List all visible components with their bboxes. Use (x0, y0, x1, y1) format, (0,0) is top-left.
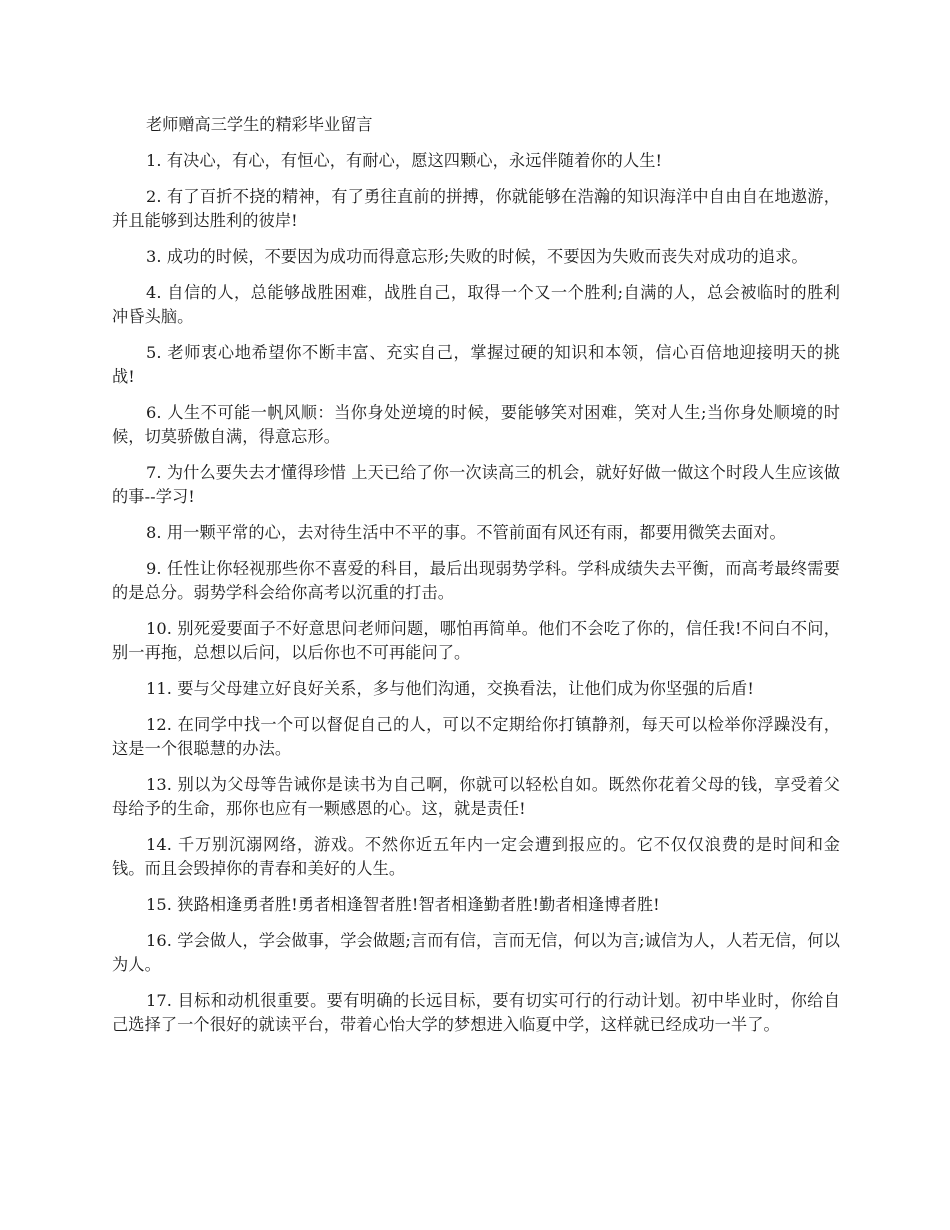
paragraph-8: 8. 用一颗平常的心，去对待生活中不平的事。不管前面有风还有雨，都要用微笑去面对。 (146, 523, 786, 542)
paragraph-15: 15. 狭路相逢勇者胜!勇者相逢智者胜!智者相逢勤者胜!勤者相逢博者胜! (146, 895, 660, 914)
paragraph-6: 6. 人生不可能一帆风顺：当你身处逆境的时候，要能够笑对困难，笑对人生;当你身处顺境的时候，切莫骄傲自满，得意忘形。 (112, 403, 840, 446)
paragraph-11: 11. 要与父母建立好良好关系，多与他们沟通，交换看法，让他们成为你坚强的后盾! (146, 679, 754, 698)
paragraph-16: 16. 学会做人，学会做事，学会做题;言而有信，言而无信，何以为言;诚信为人，人若无信，何以为人。 (112, 931, 840, 974)
paragraph-3: 3. 成功的时候，不要因为成功而得意忘形;失败的时候，不要因为失败而丧失对成功的追求。 (146, 247, 808, 266)
paragraph-1: 1. 有决心，有心，有恒心，有耐心，愿这四颗心，永远伴随着你的人生! (146, 151, 663, 170)
paragraph-13: 13. 别以为父母等告诫你是读书为自己啊，你就可以轻松自如。既然你花着父母的钱，享受着父母给予的生命，那你也应有一颗感恩的心。这，就是责任! (112, 775, 840, 818)
paragraph-10: 10. 别死爱要面子不好意思问老师问题，哪怕再简单。他们不会吃了你的，信任我!不问白不问，别一再拖，总想以后问，以后你也不可再能问了。 (112, 619, 841, 662)
paragraph-2: 2. 有了百折不挠的精神，有了勇往直前的拼搏，你就能够在浩瀚的知识海洋中自由自在地遨游，并且能够到达胜利的彼岸! (112, 187, 840, 230)
paragraph-12: 12. 在同学中找一个可以督促自己的人，可以不定期给你打镇静剂，每天可以检举你浮躁没有，这是一个很聪慧的办法。 (112, 715, 840, 758)
document-title: 老师赠高三学生的精彩毕业留言 (146, 115, 373, 134)
document-body (112, 113, 840, 1049)
paragraph-5: 5. 老师衷心地希望你不断丰富、充实自己，掌握过硬的知识和本领，信心百倍地迎接明天的挑战! (112, 343, 840, 386)
paragraph-7: 7. 为什么要失去才懂得珍惜 上天已给了你一次读高三的机会，就好好做一做这个时段人生应该做的事--学习! (112, 463, 840, 506)
paragraph-14: 14. 千万别沉溺网络，游戏。不然你近五年内一定会遭到报应的。它不仅仅浪费的是时间和金钱。而且会毁掉你的青春和美好的人生。 (112, 835, 840, 878)
paragraph-4: 4. 自信的人，总能够战胜困难，战胜自己，取得一个又一个胜利;自满的人，总会被临时的胜利冲昏头脑。 (112, 283, 840, 326)
paragraph-9: 9. 任性让你轻视那些你不喜爱的科目，最后出现弱势学科。学科成绩失去平衡，而高考最终需要的是总分。弱势学科会给你高考以沉重的打击。 (112, 559, 840, 602)
paragraph-17: 17. 目标和动机很重要。要有明确的长远目标，要有切实可行的行动计划。初中毕业时，你给自己选择了一个很好的就读平台，带着心怡大学的梦想进入临夏中学，这样就已经成功一半了。 (112, 991, 840, 1034)
